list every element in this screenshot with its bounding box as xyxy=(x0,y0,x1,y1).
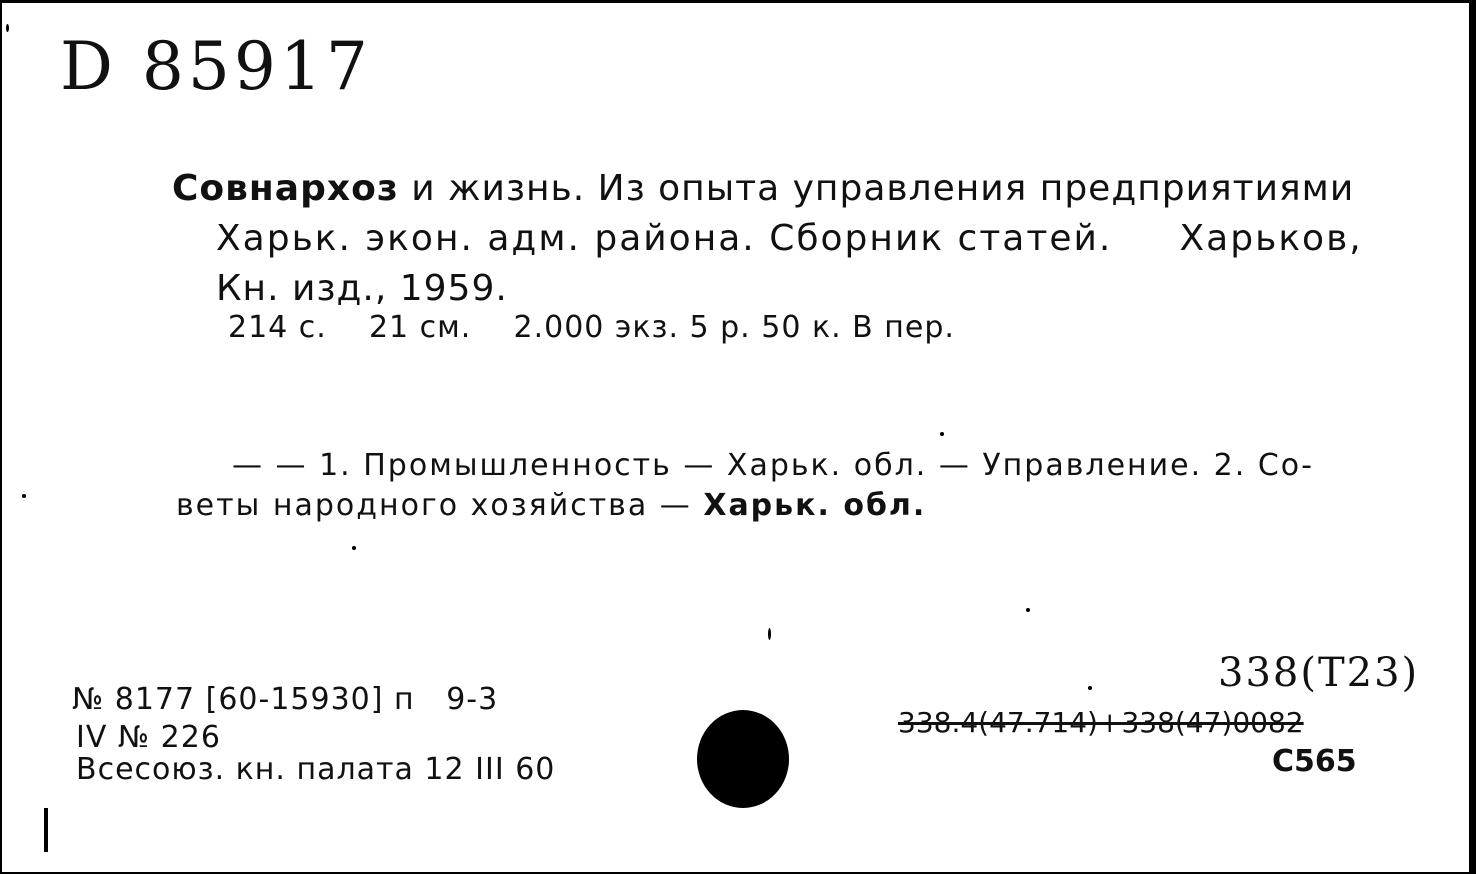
title-line-2: Харьк. экон. адм. района. Сборник статей. Харьков, xyxy=(216,218,1363,259)
speck xyxy=(6,24,9,32)
title-line-1-rest: и жизнь. Из опыта управления предприятиями xyxy=(398,168,1355,209)
title-line-3: Кн. изд., 1959. xyxy=(216,268,508,309)
card-edge-top xyxy=(0,0,1476,3)
record-chamber-line: Всесоюз. кн. палата 12 III 60 xyxy=(76,752,556,787)
record-number-line: № 8177 [60-15930] п 9-3 xyxy=(72,682,499,717)
catalog-number: D 85917 xyxy=(60,28,372,105)
record-series-line: IV № 226 xyxy=(76,720,221,755)
speck xyxy=(352,546,356,550)
speck xyxy=(768,628,771,640)
handwritten-classification: 338(T23) xyxy=(1218,650,1420,696)
subject-headings-line-1: — — 1. Промышленность — Харьк. обл. — Управление. 2. Со- xyxy=(232,448,1314,483)
physical-description: 214 с. 21 см. 2.000 экз. 5 р. 50 к. В пер. xyxy=(228,310,955,345)
margin-mark xyxy=(44,808,48,852)
speck xyxy=(1088,686,1092,690)
title-line-1 xyxy=(172,168,1354,209)
card-edge-left xyxy=(0,0,2,874)
author-mark: С565 xyxy=(1272,744,1357,779)
subject-line-2-text: веты народного хозяйства — xyxy=(176,488,704,523)
speck xyxy=(940,432,944,436)
struck-classification: 338.4(47.714)+338(47)0082 xyxy=(898,706,1304,739)
subject-line-2-bold: Харьк. обл. xyxy=(703,488,927,523)
speck xyxy=(22,494,26,498)
card-edge-right xyxy=(1469,0,1476,874)
speck xyxy=(1026,608,1030,612)
title-main-heading: Совнархоз xyxy=(172,168,399,209)
punch-hole xyxy=(697,710,789,808)
subject-headings-line-2 xyxy=(176,488,926,523)
